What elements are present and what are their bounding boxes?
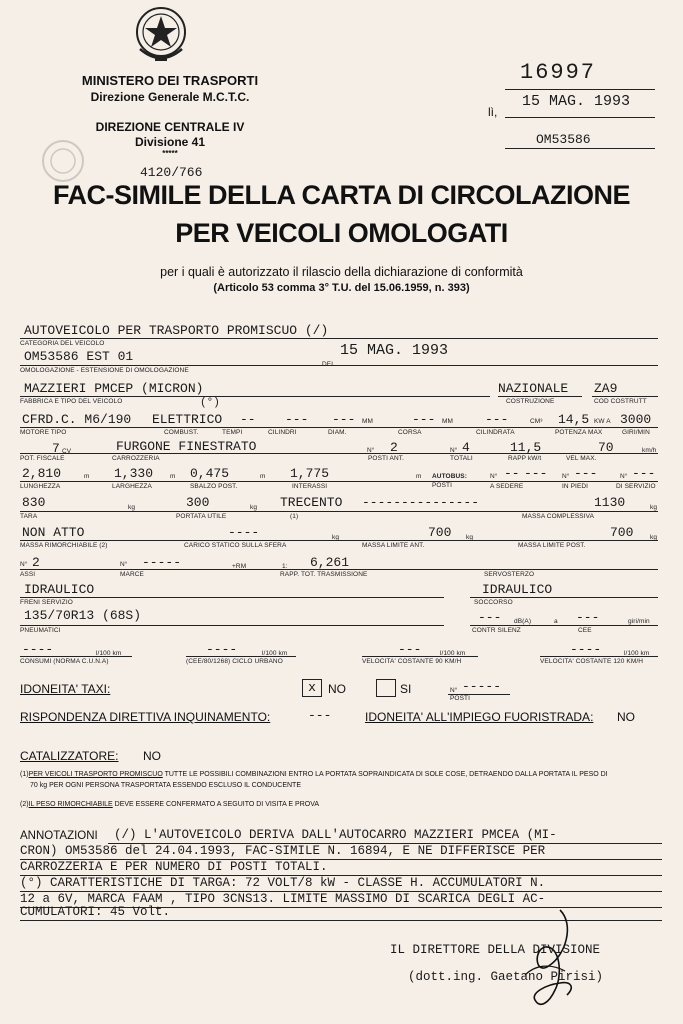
fuel-type: ELETTRICO: [152, 412, 223, 427]
seats-front: 2: [390, 440, 398, 455]
wheelbase-label: INTERASSI: [292, 483, 328, 490]
cons1-unit: l/100 km: [96, 650, 122, 657]
director-signature: [505, 905, 585, 1015]
bus-service: ---: [632, 466, 656, 481]
bus-seats-label: POSTI: [432, 482, 453, 489]
length-label: LUNGHEZZA: [20, 483, 61, 490]
tyres: 135/70R13 (68S): [24, 608, 142, 623]
displacement-label: CILINDRATA: [476, 429, 515, 436]
diameter-unit: MM: [362, 418, 374, 425]
front-limit: 700: [428, 525, 452, 540]
maker-code: ZA9: [594, 381, 618, 396]
gears-label: MARCE: [120, 571, 144, 578]
consumption-90: ---: [398, 642, 422, 657]
overhang-label: SBALZO POST.: [190, 483, 238, 490]
steering-label: SERVOSTERZO: [484, 571, 535, 578]
payload-words-fill: ---------------: [362, 495, 480, 510]
offroad-value: NO: [617, 710, 635, 724]
taxi-si-checkbox[interactable]: [376, 679, 396, 697]
taxi-no-checkbox[interactable]: x: [302, 679, 322, 697]
trans-label: RAPP. TOT. TRASMISSIONE: [280, 571, 368, 578]
motor-rpm: 3000: [620, 412, 652, 427]
motor-cylinders: ---: [285, 412, 309, 427]
pollution-label: RISPONDENZA DIRETTIVA INQUINAMENTO:: [20, 710, 271, 724]
fiscal-unit: CV: [62, 448, 72, 455]
footnote-1-cont: 70 kg PER OGNI PERSONA TRASPORTATA ESSENDO ESCLUSO IL CONDUCENTE: [30, 782, 301, 789]
cons3-unit: l/100 km: [440, 650, 466, 657]
power-label: POTENZA MAX: [555, 429, 603, 436]
emergency-brakes: IDRAULICO: [482, 582, 553, 597]
division-name: Divisione 41: [134, 135, 206, 149]
gross-mass: 1130: [594, 495, 626, 510]
trans-prefix: 1:: [282, 563, 288, 570]
homologation-label: OMOLOGAZIONE - ESTENSIONE DI OMOLOGAZIONE: [20, 367, 189, 374]
bus-service-label: DI SERVIZIO: [616, 483, 656, 490]
hitch-load: ----: [228, 525, 260, 540]
payload: 300: [186, 495, 210, 510]
stroke-label: CORSA: [398, 429, 422, 436]
fiscal-power: 7: [52, 441, 60, 456]
annotations-label: ANNOTAZIONI: [20, 830, 98, 842]
consumption-120: ----: [570, 642, 602, 657]
rpm-label: GIRI/MIN: [622, 429, 650, 436]
cons3-label: VELOCITA' COSTANTE 90 KM/H: [362, 658, 462, 665]
annotation-line-2: CARROZZERIA E PER NUMERO DI POSTI TOTALI.: [20, 860, 328, 874]
homologation-number: OM53586 EST 01: [24, 349, 134, 364]
maker-label: FABBRICA E TIPO DEL VEICOLO: [20, 398, 123, 405]
taxi-si-label: SI: [400, 682, 412, 696]
cee-rpm-unit: giri/min: [628, 618, 650, 625]
footnote-1: [20, 771, 608, 778]
annotation-line-4: 12 a 6V, MARCA FAAM , TIPO 3CNS13. LIMITE MASSIMO DI SCARICA DEGLI AC-: [20, 892, 546, 906]
construction: NAZIONALE: [498, 381, 569, 396]
bus-service-n: N°: [620, 473, 628, 480]
body-type: FURGONE FINESTRATO: [116, 439, 257, 454]
title-sub1: per i quali è autorizzato il rilascio della dichiarazione di conformità: [160, 265, 523, 279]
axles-n: N°: [20, 561, 28, 568]
vehicle-maker: MAZZIERI PMCEP (MICRON): [24, 381, 204, 396]
seats-total: 4: [462, 440, 470, 455]
taxi-no-label: NO: [328, 682, 346, 696]
vehicle-length: 2,810: [22, 466, 62, 481]
tyres-label: PNEUMATICI: [20, 627, 61, 634]
bus-seats: --: [504, 466, 520, 481]
director-title: IL DIRETTORE DELLA DIVISIONE: [390, 943, 601, 957]
bus-seats-n: N°: [490, 473, 498, 480]
speed-label: VEL MAX.: [566, 455, 597, 462]
front-limit-label: MASSA LIMITE ANT.: [362, 542, 425, 549]
axles-label: ASSI: [20, 571, 36, 578]
ratio-label: RAPP kW/t: [508, 455, 542, 462]
max-speed: 70: [598, 440, 614, 455]
wheelbase-unit: m: [416, 473, 422, 480]
bus-label: AUTOBUS:: [432, 473, 467, 480]
maker-code-label: COD COSTRUTT: [594, 398, 647, 405]
wheelbase: 1,775: [290, 466, 330, 481]
width-unit: m: [170, 473, 176, 480]
footnote-1-lead: PER VEICOLI TRASPORTO PROMISCUO: [28, 771, 163, 778]
footnote-2-lead: IL PESO RIMORCHIABILE: [28, 801, 113, 808]
cylinders-label: CILINDRI: [268, 429, 297, 436]
gross-unit: kg: [650, 504, 658, 511]
rear-limit-unit: kg: [650, 534, 658, 541]
width-label: LARGHEZZA: [112, 483, 152, 490]
protocol-number: 4120/766: [140, 165, 203, 180]
homologation-date: 15 MAG. 1993: [340, 342, 449, 359]
footnote-2-num: (2): [20, 801, 29, 808]
catalyst-label: CATALIZZATORE:: [20, 749, 119, 763]
cons4-label: VELOCITA' COSTANTE 120 KM/H: [540, 658, 644, 665]
ministry-name: MINISTERO DEI TRASPORTI: [81, 73, 259, 88]
motor-tempi: --: [240, 412, 256, 427]
diameter-label: DIAM.: [328, 429, 347, 436]
motor-power: 14,5: [558, 412, 590, 427]
document-number: 16997: [520, 60, 597, 85]
fuel-label: COMBUST.: [164, 429, 199, 436]
power-unit: KW A: [594, 418, 611, 425]
rear-overhang: 0,475: [190, 466, 230, 481]
silencer-label: CONTR SILENZ: [472, 627, 521, 634]
catalyst-value: NO: [143, 749, 161, 763]
annotation-line-5: CUMULATORI: 45 Volt.: [20, 905, 171, 919]
power-weight-ratio: 11,5: [510, 440, 542, 455]
posti-n: N°: [450, 687, 458, 694]
tare-mass: 830: [22, 495, 46, 510]
document-ref: OM53586: [536, 132, 591, 147]
rear-limit: 700: [610, 525, 634, 540]
footnote-2: [20, 801, 319, 808]
transmission-ratio: 6,261: [310, 555, 350, 570]
gears-n: N°: [120, 561, 128, 568]
cons4-unit: l/100 km: [624, 650, 650, 657]
cee-label: CEE: [578, 627, 592, 634]
motor-label: MOTORE TIPO: [20, 429, 67, 436]
bus-standing-n: N°: [562, 473, 570, 480]
posti-label: POSTI: [450, 695, 471, 702]
reverse-label: +RM: [232, 563, 247, 570]
consumption-cuna: ----: [22, 642, 54, 657]
displacement-unit: CM³: [530, 418, 543, 425]
pollution-value: ---: [308, 708, 332, 723]
fiscal-label: POT. FISCALE: [20, 455, 65, 462]
tow-label: MASSA RIMORCHIABILE (2): [20, 542, 108, 549]
gross-label: MASSA COMPLESSIVA: [522, 513, 595, 520]
body-label: CARROZZERIA: [112, 455, 160, 462]
axles-count: 2: [32, 555, 40, 570]
front-limit-unit: kg: [466, 534, 474, 541]
tare-unit: kg: [128, 504, 136, 511]
taxi-posti: -----: [462, 679, 502, 694]
payload-unit: kg: [250, 504, 258, 511]
service-brakes: IDRAULICO: [24, 582, 95, 597]
taxi-label: IDONEITA' TAXI:: [20, 682, 111, 696]
brakes-label: FRENI SERVIZIO: [20, 599, 73, 606]
annotation-line-0: (/) L'AUTOVEICOLO DERIVA DALL'AUTOCARRO MAZZIERI PMCEA (MI-: [114, 828, 557, 842]
payload-note-label: (1): [290, 513, 299, 520]
construction-label: COSTRUZIONE: [506, 398, 555, 405]
motor-displacement: ---: [485, 412, 509, 427]
vehicle-width: 1,330: [114, 466, 154, 481]
hitch-unit: kg: [332, 534, 340, 541]
footnote-1-body: TUTTE LE POSSIBILI COMBINAZIONI ENTRO LA PORTATA SOPRAINDICATA DI SOLE COSE, DETRAENDO DALLA PORTATA IL PESO DI: [162, 771, 608, 778]
seats-front-label: POSTI ANT.: [368, 455, 405, 462]
title-sub2: (Articolo 53 comma 3° T.U. del 15.06.1959, n. 393): [213, 282, 470, 294]
vehicle-category: AUTOVEICOLO PER TRASPORTO PROMISCUO (/): [24, 323, 329, 338]
footnote-2-body: DEVE ESSERE CONFERMATO A SEGUITO DI VISITA E PROVA: [112, 801, 320, 808]
cee-rpm: ---: [576, 610, 600, 625]
division-stars: *****: [162, 149, 178, 158]
stroke-unit: MM: [442, 418, 454, 425]
cons1-label: CONSUMI (NORMA C.U.N.A): [20, 658, 109, 665]
bus-seated-label: A SEDERE: [490, 483, 524, 490]
offroad-label: IDONEITA' ALL'IMPIEGO FUORISTRADA:: [365, 710, 594, 724]
motor-stroke: ---: [412, 412, 436, 427]
seats-front-n: N°: [367, 447, 375, 454]
length-unit: m: [84, 473, 90, 480]
central-direction: DIREZIONE CENTRALE IV: [95, 120, 245, 134]
document-date: 15 MAG. 1993: [522, 93, 631, 110]
tow-mass: NON ATTO: [22, 525, 85, 540]
payload-label: PORTATA UTILE: [176, 513, 227, 520]
footnote-1-num: (1): [20, 771, 29, 778]
rear-limit-label: MASSA LIMITE POST.: [518, 542, 586, 549]
director-name: (dott.ing. Gaetano Pirisi): [408, 970, 604, 984]
silencer: ---: [478, 610, 502, 625]
emergency-label: SOCCORSO: [474, 599, 513, 606]
cons2-label: (CEE/80/1268) CICLO URBANO: [186, 658, 283, 665]
maker-note: (°): [200, 397, 220, 409]
cee-a: a: [554, 618, 558, 625]
hitch-label: CARICO STATICO SULLA SFERA: [184, 542, 287, 549]
seats-total-n: N°: [450, 447, 458, 454]
homologation-del-label: DEL: [322, 361, 335, 368]
bus-seated: ---: [524, 466, 548, 481]
gears-count: -----: [142, 555, 182, 570]
motor-type: CFRD.C. M6/190: [22, 412, 132, 427]
tempi-label: TEMPI: [222, 429, 243, 436]
db-unit: dB(A): [514, 618, 532, 625]
li-label: lì,: [488, 105, 498, 119]
overhang-unit: m: [260, 473, 266, 480]
republic-emblem: [134, 5, 188, 63]
motor-diameter: ---: [332, 412, 356, 427]
category-label: CATEGORIA DEL VEICOLO: [20, 340, 105, 347]
bus-standing: ---: [574, 466, 598, 481]
speed-unit: km/h: [642, 447, 657, 454]
consumption-urban: ----: [206, 642, 238, 657]
cons2-unit: l/100 km: [262, 650, 288, 657]
payload-words: TRECENTO: [280, 495, 343, 510]
title-line1: FAC-SIMILE DELLA CARTA DI CIRCOLAZIONE: [53, 180, 630, 210]
ministry-direction: Direzione Generale M.C.T.C.: [90, 90, 250, 104]
bus-standing-label: IN PIEDI: [562, 483, 589, 490]
title-line2: PER VEICOLI OMOLOGATI: [175, 218, 508, 248]
seats-total-label: TOTALI: [450, 455, 473, 462]
annotation-line-1: CRON) OM53586 del 24.04.1993, FAC-SIMILE N. 16894, E NE DIFFERISCE PER: [20, 844, 546, 858]
tare-label: TARA: [20, 513, 38, 520]
annotation-line-3: (°) CARATTERISTICHE DI TARGA: 72 VOLT/8 kW - CLASSE H. ACCUMULATORI N.: [20, 876, 546, 890]
